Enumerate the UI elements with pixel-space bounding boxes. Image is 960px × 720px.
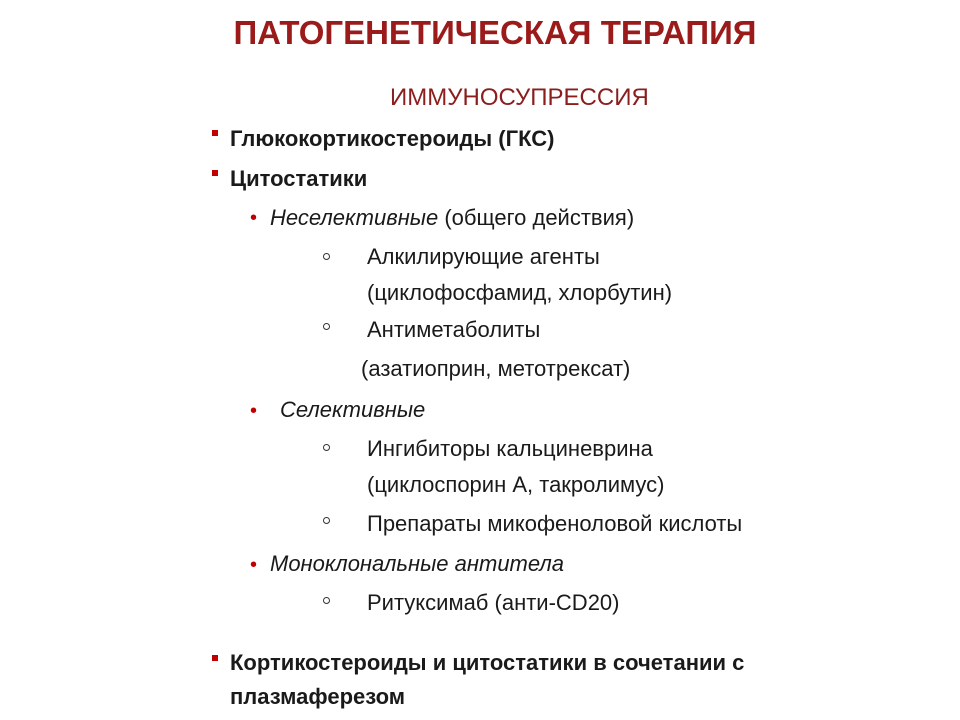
item-cytostatics: Цитостатики — [230, 166, 368, 191]
item-mycophenolic: Препараты микофеноловой кислоты — [367, 511, 743, 536]
dot-bullet-icon: • — [250, 554, 258, 576]
square-bullet-icon — [212, 655, 218, 661]
item-nonselective — [270, 205, 634, 231]
square-bullet-icon — [212, 170, 218, 176]
circle-bullet-icon — [323, 444, 330, 451]
item-rituximab: Ритуксимаб (анти-CD20) — [367, 590, 620, 615]
square-bullet-icon — [212, 130, 218, 136]
calcineurin-line1: Ингибиторы кальциневрина — [367, 436, 653, 461]
monoclonal-name: Моноклональные антитела — [270, 551, 565, 576]
combination-line1: Кортикостероиды и цитостатики в сочетании с — [230, 650, 745, 675]
alkylating-line1: Алкилирующие агенты — [367, 244, 600, 269]
item-alkylating — [367, 239, 672, 311]
item-calcineurin — [367, 431, 665, 503]
item-gks: Глюкокортикостероиды (ГКС) — [230, 126, 555, 151]
circle-bullet-icon — [323, 517, 330, 524]
item-combination — [230, 646, 744, 714]
alkylating-line2: (циклофосфамид, хлорбутин) — [367, 280, 673, 305]
nonselective-name: Неселективные — [270, 205, 439, 230]
nonselective-note: (общего действия) — [438, 205, 635, 230]
circle-bullet-icon — [323, 253, 330, 260]
item-monoclonal — [270, 551, 564, 577]
dot-bullet-icon: • — [250, 207, 258, 229]
circle-bullet-icon — [323, 597, 330, 604]
item-antimetabolites-line1: Антиметаболиты — [367, 317, 541, 342]
circle-bullet-icon — [323, 323, 330, 330]
calcineurin-line2: (циклоспорин А, такролимус) — [367, 472, 665, 497]
selective-name: Селективные — [280, 397, 426, 422]
dot-bullet-icon: • — [250, 400, 258, 422]
slide-title: ПАТОГЕНЕТИЧЕСКАЯ ТЕРАПИЯ — [233, 14, 757, 51]
combination-line2: плазмаферезом — [230, 684, 406, 709]
item-selective — [280, 397, 425, 423]
item-antimetabolites-line2: (азатиоприн, метотрексат) — [361, 356, 631, 381]
slide-subtitle: ИММУНОСУПРЕССИЯ — [390, 84, 649, 111]
